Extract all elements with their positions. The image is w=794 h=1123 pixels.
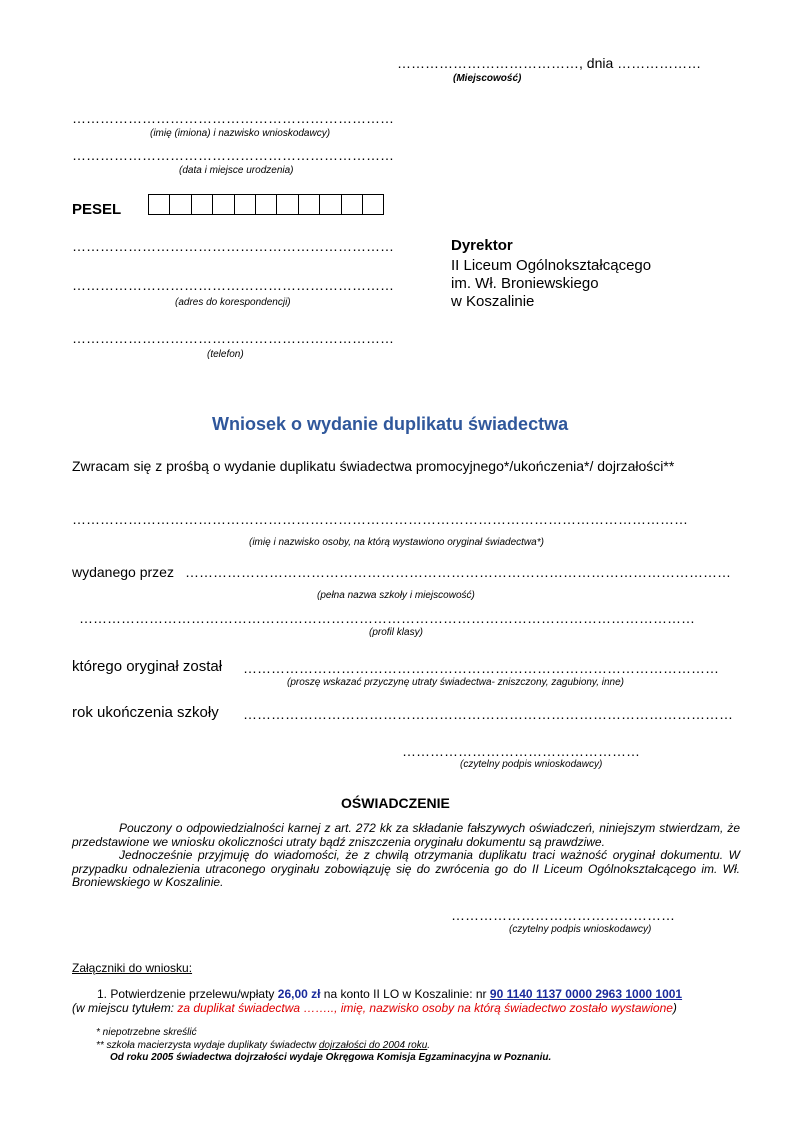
footnote-1: * niepotrzebne skreślić bbox=[96, 1027, 197, 1038]
bank-account-number: 90 1140 1137 0000 2963 1000 1001 bbox=[489, 987, 683, 1001]
pesel-digit-cell[interactable] bbox=[276, 194, 297, 215]
pesel-digit-cell[interactable] bbox=[255, 194, 276, 215]
year-field[interactable]: …………………………………………………………………………………………… bbox=[243, 706, 733, 722]
phone-label: (telefon) bbox=[207, 349, 244, 360]
pesel-input[interactable] bbox=[148, 194, 384, 216]
profile-caption: (profil klasy) bbox=[369, 627, 423, 638]
name-field[interactable]: …………………………………………………………… bbox=[72, 110, 394, 126]
year-label: rok ukończenia szkoły bbox=[72, 704, 219, 721]
statement-paragraph-1: Pouczony o odpowiedzialności karnej z art. 272 kk za składanie fałszywych oświadczeń, niniejszym stwierdzam, że przedstawione we wniosku okoliczności utraty bądź zniszczenia oryginału dokumentu są prawdziwe. bbox=[72, 821, 740, 849]
pesel-digit-cell[interactable] bbox=[341, 194, 362, 215]
statement-signature-field[interactable]: ………………………………………… bbox=[451, 907, 675, 923]
recipient-title: Dyrektor bbox=[451, 237, 513, 254]
pesel-digit-cell[interactable] bbox=[234, 194, 255, 215]
issued-by-caption: (pełna nazwa szkoły i miejscowość) bbox=[317, 590, 475, 601]
recipient-school: II Liceum Ogólnokształcącego bbox=[451, 257, 652, 274]
original-caption: (proszę wskazać przyczynę utraty świadectwa- zniszczony, zagubiony, inne) bbox=[287, 677, 624, 688]
attachment-item-2 bbox=[72, 1001, 677, 1015]
original-label: którego oryginał został bbox=[72, 658, 223, 675]
name-label: (imię (imiona) i nazwisko wnioskodawcy) bbox=[150, 128, 331, 139]
pesel-digit-cell[interactable] bbox=[169, 194, 190, 215]
owner-label: (imię i nazwisko osoby, na którą wystawiono oryginał świadectwa*) bbox=[249, 537, 544, 548]
address-label: (adres do korespondencji) bbox=[175, 297, 291, 308]
pesel-digit-cell[interactable] bbox=[148, 194, 169, 215]
phone-field[interactable]: …………………………………………………………… bbox=[72, 330, 394, 346]
pesel-digit-cell[interactable] bbox=[362, 194, 385, 215]
pesel-digit-cell[interactable] bbox=[191, 194, 212, 215]
owner-field[interactable]: …………………………………………………………………………………………………………………… bbox=[72, 511, 688, 527]
profile-field[interactable]: …………………………………………………………………………………………………………………… bbox=[79, 610, 695, 626]
birth-field[interactable]: …………………………………………………………… bbox=[72, 147, 394, 163]
address-field-1[interactable]: …………………………………………………………… bbox=[72, 238, 394, 254]
address-field-2[interactable]: …………………………………………………………… bbox=[72, 277, 394, 293]
footnote-2-b: dojrzałości do 2004 roku bbox=[318, 1040, 428, 1051]
original-field[interactable]: ………………………………………………………………………………………… bbox=[243, 660, 719, 676]
footnote-2-a: ** szkoła macierzysta wydaje duplikaty świadectw bbox=[96, 1040, 319, 1051]
signature-field[interactable]: …………………………………………… bbox=[402, 743, 640, 759]
statement-paragraph-2: Jednocześnie przyjmuję do wiadomości, że z chwilą otrzymania duplikatu traci ważność oryginał dokumentu. W przypadku odnalezienia utraconego oryginału zobowiązuję się do zwrócenia go do II Liceum Ogólnokształcącego im. Wł. Broniewskiego w Koszalinie. bbox=[72, 848, 740, 889]
issued-by-field[interactable]: ……………………………………………………………………………………………………… bbox=[185, 564, 731, 580]
intro-text: Zwracam się z prośbą o wydanie duplikatu świadectwa promocyjnego*/ukończenia*/ dojrzałości** bbox=[72, 458, 675, 474]
birth-label: (data i miejsce urodzenia) bbox=[179, 165, 294, 176]
place-date-field[interactable]: …………………………………, dnia ……………… bbox=[397, 55, 702, 71]
pesel-digit-cell[interactable] bbox=[319, 194, 340, 215]
place-label: (Miejscowość) bbox=[453, 73, 522, 84]
attachment-item-1-prefix: 1. Potwierdzenie przelewu/wpłaty bbox=[97, 987, 278, 1001]
attachment-item-2-prefix: (w miejscu tytułem: bbox=[72, 1001, 178, 1015]
attachments-heading: Załączniki do wniosku: bbox=[72, 961, 193, 975]
footnote-2 bbox=[96, 1040, 430, 1051]
recipient-city: w Koszalinie bbox=[451, 293, 535, 310]
fee-amount: 26,00 zł bbox=[277, 987, 321, 1001]
page-title: Wniosek o wydanie duplikatu świadectwa bbox=[212, 414, 569, 434]
attachment-item-1-mid: na konto II LO w Koszalinie: nr bbox=[320, 987, 490, 1001]
attachment-item-1 bbox=[97, 987, 682, 1001]
pesel-digit-cell[interactable] bbox=[212, 194, 233, 215]
pesel-label: PESEL bbox=[72, 201, 122, 218]
footnote-2-c: . bbox=[427, 1040, 431, 1051]
statement-title: OŚWIADCZENIE bbox=[341, 795, 450, 811]
issued-by-label: wydanego przez bbox=[72, 564, 174, 580]
statement-signature-label: (czytelny podpis wnioskodawcy) bbox=[509, 924, 652, 935]
signature-label: (czytelny podpis wnioskodawcy) bbox=[460, 759, 603, 770]
attachment-item-2-suffix: ) bbox=[672, 1001, 677, 1015]
footnote-3: Od roku 2005 świadectwa dojrzałości wydaje Okręgowa Komisja Egzaminacyjna w Poznaniu. bbox=[110, 1052, 552, 1063]
transfer-title-text: za duplikat świadectwa …….., imię, nazwisko osoby na którą świadectwo zostało wystawione bbox=[177, 1001, 673, 1015]
recipient-patron: im. Wł. Broniewskiego bbox=[451, 275, 599, 292]
pesel-digit-cell[interactable] bbox=[298, 194, 319, 215]
